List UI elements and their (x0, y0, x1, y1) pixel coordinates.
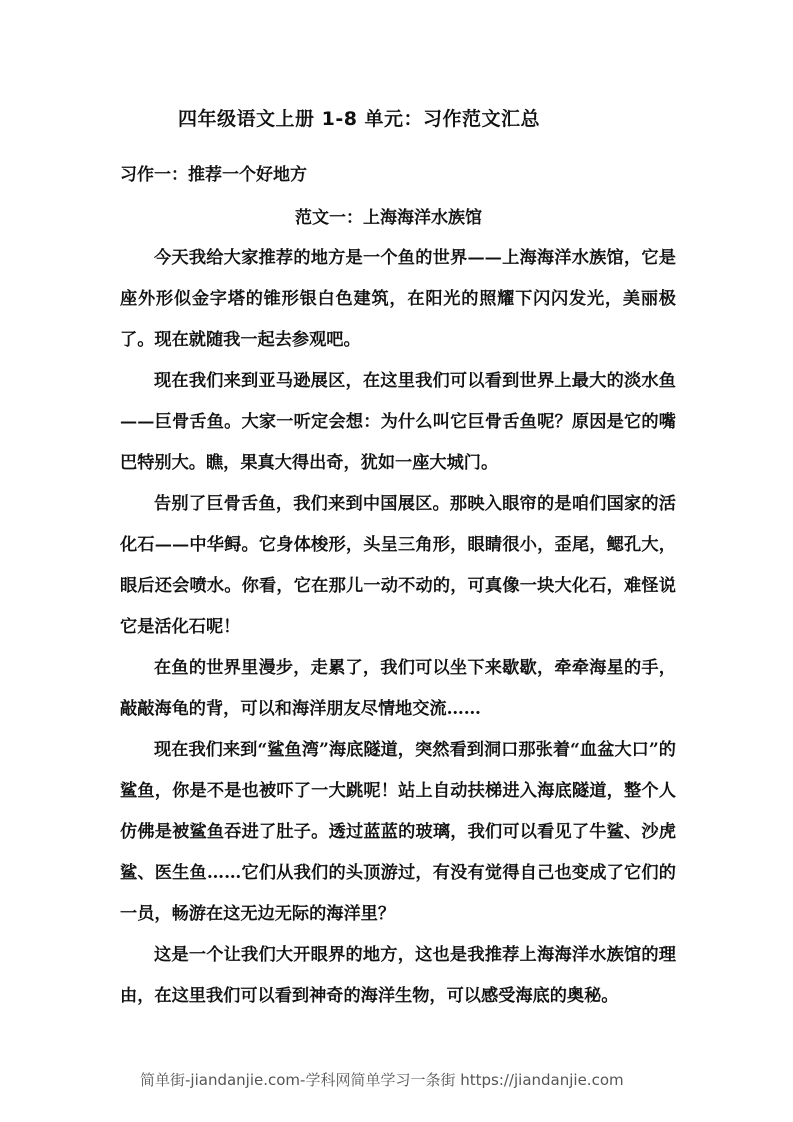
essay-body (120, 238, 676, 1017)
paragraph: 现在我们来到亚马逊展区，在这里我们可以看到世界上最大的淡水鱼——巨骨舌鱼。大家一听定会想：为什么叫它巨骨舌鱼呢？原因是它的嘴巴特别大。瞧，果真大得出奇，犹如一座大城门。 (120, 371, 676, 473)
paragraph: 今天我给大家推荐的地方是一个鱼的世界——上海海洋水族馆，它是座外形似金字塔的锥形银白色建筑，在阳光的照耀下闪闪发光，美丽极了。现在就随我一起去参观吧。 (120, 248, 676, 350)
paragraph: 在鱼的世界里漫步，走累了，我们可以坐下来歇歇，牵牵海星的手，敲敲海龟的背，可以和海洋朋友尽情地交流…… (120, 658, 676, 719)
section-heading: 习作一：推荐一个好地方 (120, 165, 307, 185)
document-title: 四年级语文上册 1-8 单元：习作范文汇总 (178, 108, 541, 130)
paragraph: 这是一个让我们大开眼界的地方，这也是我推荐上海海洋水族馆的理由，在这里我们可以看到神奇的海洋生物，可以感受海底的奥秘。 (120, 945, 676, 1006)
footer-watermark: 简单街-jiandanjie.com-学科网简单学习一条街 https://jiandanjie.com (140, 1071, 624, 1089)
essay-title: 范文一：上海海洋水族馆 (295, 208, 482, 228)
paragraph: 告别了巨骨舌鱼，我们来到中国展区。那映入眼帘的是咱们国家的活化石——中华鲟。它身体梭形，头呈三角形，眼睛很小，歪尾，鳃孔大，眼后还会喷水。你看，它在那儿一动不动的，可真像一块大化石，难怪说它是活化石呢！ (120, 494, 676, 637)
paragraph: 现在我们来到“鲨鱼湾”海底隧道，突然看到洞口那张着“血盆大口”的鲨鱼，你是不是也被吓了一大跳呢！站上自动扶梯进入海底隧道，整个人仿佛是被鲨鱼吞进了肚子。透过蓝蓝的玻璃，我们可以看见了牛鲨、沙虎鲨、医生鱼……它们从我们的头顶游过，有没有觉得自己也变成了它们的一员，畅游在这无边无际的海洋里？ (120, 740, 676, 924)
